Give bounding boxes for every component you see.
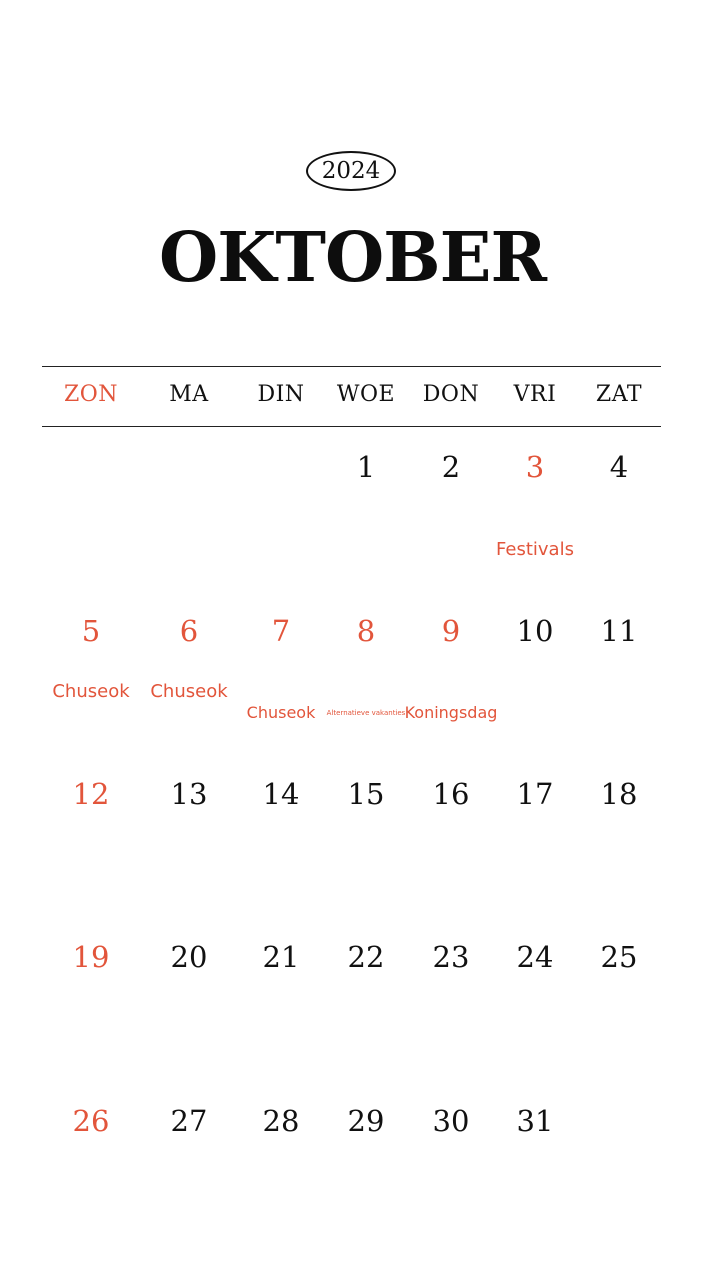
day-cell-9: 9	[441, 614, 461, 648]
year-label: 2024	[321, 158, 381, 184]
weekday-mon: MA	[169, 382, 209, 407]
header-bottom-divider	[42, 426, 661, 427]
day-cell-21: 21	[262, 940, 300, 974]
year-badge	[306, 151, 396, 191]
day-cell-8: 8	[356, 614, 376, 648]
day-cell-24: 24	[516, 940, 554, 974]
event-label-chuseok-6: Chuseok	[150, 681, 228, 702]
day-cell-11: 11	[600, 614, 638, 648]
weekday-tue: DIN	[257, 382, 305, 407]
day-cell-5: 5	[81, 614, 101, 648]
day-cell-2: 2	[441, 450, 461, 484]
day-cell-6: 6	[179, 614, 199, 648]
month-title: OKTOBER	[159, 218, 546, 298]
day-cell-25: 25	[600, 940, 638, 974]
day-cell-29: 29	[347, 1104, 385, 1138]
day-cell-19: 19	[72, 940, 110, 974]
day-cell-22: 22	[347, 940, 385, 974]
day-cell-12: 12	[72, 777, 110, 811]
day-cell-26: 26	[72, 1104, 110, 1138]
day-cell-3: 3	[525, 450, 545, 484]
weekday-fri: VRI	[513, 382, 557, 407]
event-label-alternatieve-vakanties: Alternatieve vakanties	[326, 709, 406, 717]
weekday-sun: ZON	[63, 382, 119, 407]
day-cell-20: 20	[170, 940, 208, 974]
day-cell-23: 23	[432, 940, 470, 974]
day-cell-30: 30	[432, 1104, 470, 1138]
day-cell-31: 31	[516, 1104, 554, 1138]
day-cell-7: 7	[271, 614, 291, 648]
event-label-chuseok-5: Chuseok	[52, 681, 130, 702]
event-label-chuseok-7: Chuseok	[246, 703, 316, 722]
day-cell-15: 15	[347, 777, 385, 811]
day-cell-17: 17	[516, 777, 554, 811]
day-cell-4: 4	[609, 450, 629, 484]
day-cell-27: 27	[170, 1104, 208, 1138]
day-cell-10: 10	[516, 614, 554, 648]
weekday-wed: WOE	[336, 382, 396, 407]
day-cell-1: 1	[356, 450, 376, 484]
header-top-divider	[42, 366, 661, 367]
day-cell-16: 16	[432, 777, 470, 811]
day-cell-28: 28	[262, 1104, 300, 1138]
weekday-sat: ZAT	[595, 382, 643, 407]
day-cell-18: 18	[600, 777, 638, 811]
weekday-thu: DON	[422, 382, 480, 407]
event-label-festivals: Festivals	[496, 539, 574, 560]
event-label-koningsdag: Koningsdag	[404, 703, 498, 722]
day-cell-13: 13	[170, 777, 208, 811]
day-cell-14: 14	[262, 777, 300, 811]
